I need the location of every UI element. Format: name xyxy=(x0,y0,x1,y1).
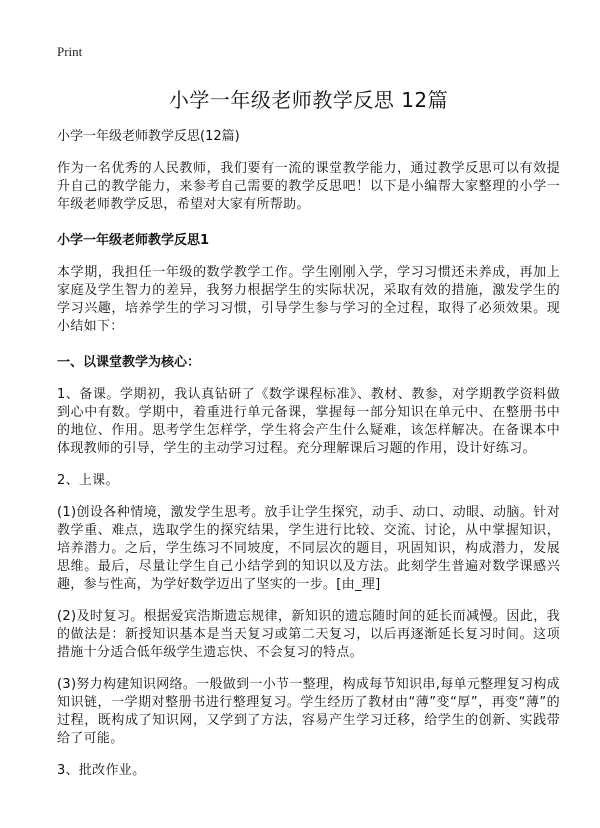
item-paragraph-3: 3、批改作业。 xyxy=(57,763,146,778)
print-link[interactable]: Print xyxy=(57,44,83,59)
item-paragraph-2: 2、上课。 xyxy=(57,473,119,488)
part-heading: 一、以课堂教学为核心： xyxy=(57,355,201,370)
document-title: 小学一年级老师教学反思 12篇 xyxy=(168,88,449,112)
document-subtitle: 小学一年级老师教学反思(12篇) xyxy=(57,129,240,144)
subitem-paragraph-1: (1)创设各种情境，激发学生思考。放手让学生探究，动手、动口、动眼、动脑。针对教学重、难点，选取学生的探究结果，学生进行比较、交流、讨论，从中掌握知识，培养潜力。之后，学生练习不同坡度，不同层次的题目，巩固知识，构成潜力，发展思维。最后，尽量让学生自己小结学到的知识以及方法。此刻学生普遍对数学课感兴趣，参与性高，为学好数学迈出了坚实的一步。[由_理] xyxy=(57,505,560,592)
intro-paragraph: 作为一名优秀的人民教师，我们要有一流的课堂教学能力，通过教学反思可以有效提升自己的教学能力，来参考自己需要的教学反思吧！以下是小编帮大家整理的小学一年级老师教学反思，希望对大家有所帮助。 xyxy=(57,161,560,212)
section-heading: 小学一年级老师教学反思1 xyxy=(57,233,210,248)
subitem-paragraph-2: (2)及时复习。根据爱宾浩斯遗忘规律，新知识的遗忘随时间的延长而减慢。因此，我的做法是：新授知识基本是当天复习或第二天复习，以后再逐渐延长复习时间。这项措施十分适合低年级学生遗忘快、不会复习的特点。 xyxy=(57,609,560,660)
item-paragraph-1: 1、备课。学期初，我认真钻研了《数学课程标准》、教材、教参，对学期教学资料做到心中有数。学期中，着重进行单元备课，掌握每一部分知识在单元中、在整册书中的地位、作用。思考学生怎样学，学生将会产生什么疑难，该怎样解决。在备课本中体现教师的引导，学生的主动学习过程。充分理解课后习题的作用，设计好练习。 xyxy=(57,387,560,456)
section-paragraph: 本学期，我担任一年级的数学教学工作。学生刚刚入学，学习习惯还未养成，再加上家庭及学生智力的差异，我努力根据学生的实际状况，采取有效的措施，激发学生的学习兴趣，培养学生的学习习惯，引导学生参与学习的全过程，取得了必须效果。现小结如下： xyxy=(57,265,560,334)
subitem-paragraph-3: (3)努力构建知识网络。一般做到一小节一整理，构成每节知识串,每单元整理复习构成知识链，一学期对整册书进行整理复习。学生经历了教材由“薄”变“厚”，再变“薄”的过程，既构成了知识网，又学到了方法，容易产生学习迁移，给学生的创新、实践带给了可能。 xyxy=(57,677,560,746)
